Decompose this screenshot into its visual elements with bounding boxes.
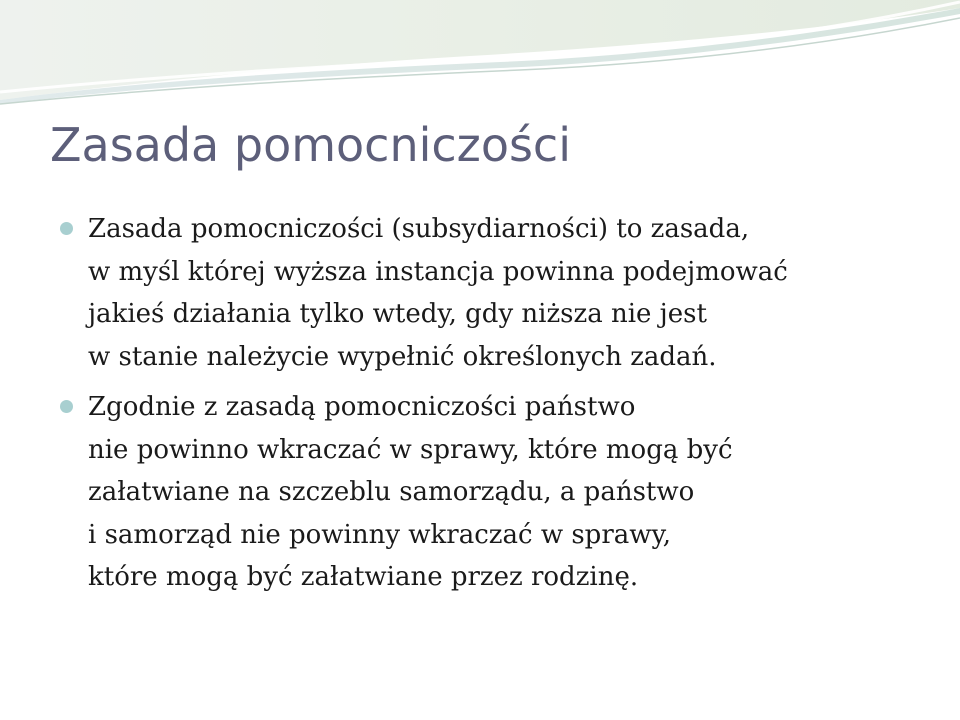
bullet-text-line: jakieś działania tylko wtedy, gdy niższa nie jest bbox=[88, 299, 707, 329]
slide-title: Zasada pomocniczości bbox=[50, 118, 572, 172]
bullet-text-line: w stanie należycie wypełnić określonych zadań. bbox=[88, 341, 717, 372]
bullet-text-line: w myśl której wyższa instancja powinna podejmować bbox=[88, 256, 788, 287]
bullet-text-line: które mogą być załatwiane przez rodzinę. bbox=[88, 562, 639, 592]
bullet-text-line: Zasada pomocniczości (subsydiarności) to zasada, bbox=[88, 214, 750, 244]
bullet-icon bbox=[60, 222, 73, 235]
header-wave-decoration bbox=[0, 0, 960, 110]
bullet-item bbox=[88, 208, 888, 378]
bullet-text-line: Zgodnie z zasadą pomocniczości państwo bbox=[88, 392, 636, 422]
bullet-text-line: załatwiane na szczeblu samorządu, a państwo bbox=[88, 477, 695, 507]
bullet-icon bbox=[60, 400, 73, 413]
bullet-text-line: nie powinno wkraczać w sprawy, które mogą być bbox=[88, 434, 733, 465]
bullet-text-line: i samorząd nie powinny wkraczać w sprawy, bbox=[88, 519, 672, 550]
bullet-item bbox=[88, 386, 888, 599]
bullet-list bbox=[88, 208, 888, 599]
